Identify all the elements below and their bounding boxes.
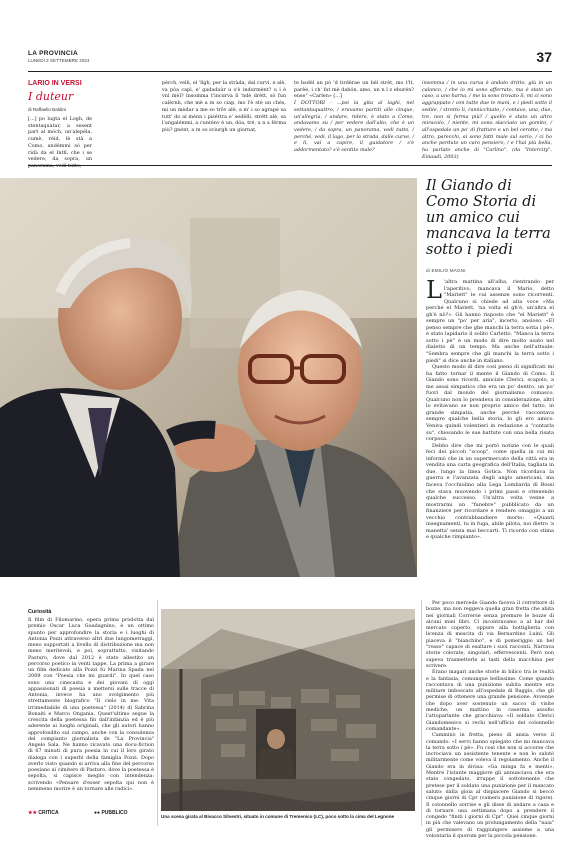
poem-column-3-dialect: te bsdèl un pò 'd tirdèrae un bél strèt, mo t'lt, parèe, i ch' fat mè dabón, amo, un n l z eburén?ense" «Carlen» [...]	[294, 80, 414, 100]
article-paragraph: Questo modo di dire così pieno di significati mi ha fatto tornar il mente il Giando di Como. Il Giando sono ricordi, amicizie Clerici, scapolo, a me assai simpatico che era un po' dentro, un po' fuori dal mondo del giornalismo comasco. Qualcuno non lo prendeva in considerazione, altri lo evitavano se non proprio amico del tutto, in grande simpatia, anche perché raccontava sempre qualche bella storia, lo gli ero amico. Veniva quindi volentieri in redazione a "contarla su", chiosando le sue battute con una bella risata corposa.	[426, 364, 554, 443]
poem-column-3-translation: I DOTTORI · ...poi la gita al laghi, nel settantaquattro, / eravamo partiti alle cinque, un'allegria, / andare, ridere, è stato a Como, andavamo su / per vedere dall'alto, che è un vedere, / da sopra, un panorama, vedi tutto, / perché, vedi, il lago, per la strada, dalle curve, / e lì, vai a capire, il guidatore / s'è addormentato? s'è sentito male?	[294, 100, 414, 154]
photo-caption: Una scena girata al Bivacco Silvestri, situato in comune di Tremenico (LC), poco sotto la cima del Legnone	[161, 814, 395, 819]
article-paragraph: Debbo dire che mi portò notizie con le quali feci dei piccoli "scoop", come quella in cui mi informò che in un supermercato della città era in vendita una carta geografica dell'Italia, tagliata in due, lungo la linea Gotica. Non ricordava la guerra e l'avanzata degli anglo americani, ma faceva l'occhiolino alla Lega Lombarda di Bossi che stava muovendo i primi passi e ottenendo qualche successo. Un'altra volta venne a mostrarmi un "funebre" pubblicato da un finanziere per ricordare e rendere omaggio a un vecchio contrabbandiere morto: «Quanti insegnamenti, tu in fuga, abile pilota, noi dietro 'a manetta' senza mai beccarti. Ti ricordo con stima e qualche rimpianto».	[426, 442, 554, 541]
article-paragraph: Erano magari anche storie in bilico tra le realtà e la fantasia, comunque bellissime. Come quando raccontava di una punizione subita mentre era militare imboscato all'ospedale di Baggio, che gli permise di ottenere una grande pensione. Avvenne che dopo aver sostenuto un sacco di visite mediche, un mattino in caserma assolto l'attoparlante che gracchiava: «Il soldato Clerici Giandomenico si rechi nell'ufficio del colonnello comandante».	[426, 669, 554, 732]
section-tag: LARIO IN VERSI	[28, 80, 82, 87]
poem-column-1: [...] po lugta el Logh, de stentaquàtar, a sesent part al mòch, un'alepèla, cumè, réid, lè stà a Como, andémmi só per ridà da el Intll, che i se vedere, da sopra, un panorama, vedì tutto,	[28, 116, 92, 169]
poem-section	[28, 80, 552, 169]
curiosity-body: Il film di Filomarino, opera prima prodotta dal premio Oscar Luca Guadagnino, è un ottimo spunto per approfondire la storia e i luoghi di Antonia Pozzi attraverso altri due lungometraggi, meno supportati a livello di distribuzione ma non meno meritevoli, e poi, soprattutto, visitando Pasturo, dove dal 2012 è stato allestito un percorso poetico in venti tappe. La prima a girare un film dedicato alla Pozzi fu Marina Spada nel 2009 con "Poesia che mi guardi". In quel caso sono una cinecasta e dei giovani di oggi appassionati di poesia a mettersi sulle tracce di Antonia, invece ha uno svolgimento più strettamente biografico "Il cielo in me. Vita irrimediabile di una poetessa" (2014) di Sabrina Bonaiti e Marco Ongania. Quest'ultimo segue la crescita della poetessa fin dall'infanzia ed è più aderente ai luoghi originali, che gli autori hanno approfondito sul campo, anche con la consulenza del compianto giornalista de "La Provincia" Angelo Sala. Ne hanno ricavato una docu-fiction di 67 minuti di pura poesia in cui il loro girato dialoga con i superbi della famiglia Pozzi. Dopo averlo visto quando si arriva alla fine del percorso poesiano ai cimitero di Pasturo, dove la poetessa è sepolta, si capisce meglio con intendenza: scrivendo «Pensare d'esser sepolta qui non è nemmeno morire è un tornare alle radici».	[28, 617, 154, 792]
public-label: PUBBLICO	[101, 810, 128, 816]
two-men-photo-image	[0, 178, 417, 577]
rating-row	[28, 810, 154, 816]
critic-label: CRITICA	[38, 810, 59, 816]
film-still-photo	[161, 609, 415, 811]
curiosity-box	[28, 609, 154, 823]
poem-column-4: insomma / in una curva è andato dritto, giù in un calanco, / che io mi sono afferrato, ma è stato un caso, a uno harna, / me la sono trovato lì, mi ci sono aggrappato / con tutte due le mani, e i piedi sotto il sedile, / stretto lì, rannicchiato, / contavo, una, due, tre, non si ferma più? / quello è stato un altro miracolo, / niente, mi sono slacciato un gomito, / all'ospedale un po' di fratture e un bel cerotto, / ma altro, parecchi, ai sono fatti male sul serio, / ci ho anche perduto un caro pensiero, / e l'hai più bella, ha parlato anche di "Carlino". (da "Intercity", Einaudi, 2003)	[422, 80, 552, 160]
article-paragraph: Camminò in fretta, pieno di ansia verso il comando. «I servi hanno spiegato che mi mancava la terra sotto i pè». Fu così che non si accorse che incrociava un assistente tenente e non lo salutò militarmente come voleva il regolamento. Anche il Giando era in divisa: «Ga minga fa e menti». Mentre l'istante maggiore gli annunciava che era stato congedato, irruppe il sottotenente che pretese per il soldato una punizione per il mancato saluto: dalla gioia al dispiacere Giando si beccò cinque giorni di Cpr (camera punizione di rigore). Il colonnello sorrise e gli disse di andare a casa e di tornare una settimana dopo a prendere il congedo "finiti i giorni di Cpr". Quei cinque giorni in più che valevano un prolungamento della "naia" gli permisero di raggiungere assieme a una volontaria il quorum per la piccola pensione.	[426, 732, 554, 839]
section-title: I duteur	[28, 90, 74, 103]
poem-column-2: pèrch, velli, el 'llgh, per la stràda, dal curvi, e alè, va pòa capì, e' gadadaùr u s'è indurmènt? u i è vnì mèl? insomma t'incurva lì 'ndè drètt, sò fun calèrnh, che mè a m so ciap, mo l'è stè un chès, mi un mèdar a me so trōv alè, a m' i so agrapè sa tutt' do al mènn i piséttra e' sedèlli, strétt alè, sa l'angalémmi, a cunténv è un, dóa, tré, u n a férma più? gnént, a m so sciurgh un giornat,	[162, 80, 287, 133]
page-number: 37	[536, 49, 552, 65]
drop-cap: L	[426, 276, 442, 304]
article-paragraph-text: 'altra mattina all'alba, rientrando per l'aperitivo, mancava il Mario, detto "Mariett" le cui assenze sono ricorrenti. Qualcuno si chiede ad alta voce «Ma perché el Mariett, 'na volta el gh'è, un'altra el gh'è nò?». Gli hanno risposto che "el Mariett" è sempre un "po' per aria", incerto, ansioso. «El penso sempre che ghe manchi la terra sotta i pè», è stato lapidario il solito Carletto. "Manca la terra sotto i pè" è un modo di dire molto usato nel dialetto di un tempo. Ma anche nell'attuale: "Sembra sempre che gli manchi la terra sotto i piedi" si dice anche in italiano.	[426, 279, 554, 364]
poem-column-3	[294, 80, 414, 164]
article-continuation	[426, 600, 554, 842]
public-dots: ●●	[94, 810, 101, 816]
article-body	[426, 276, 554, 541]
section-byline: di Raffaello Baldini	[28, 107, 66, 112]
article-paragraph: Per poco mercede Giando faceva il correttore di bozze, ma non reggeva quella gran fretta che abita nei giornali Correrse senza premure le bozze di alcuni miei libri. Ci incontravamo a al bar del mercato coperto, oppure alla bottiglieria con licenza di mescita di via Bernardino Luini. Gli piaceva il "bianchino", e di pomeriggio un bel "rosso" capace di esaltare i suoi racconti. Narrava storie colorate, singolari, effervescenti. Però non sapeva trasmetterle ai tasti della macchina per scrivere.	[426, 600, 554, 669]
column-divider	[157, 600, 158, 826]
page-header	[28, 46, 552, 72]
article-paragraph	[426, 276, 554, 364]
public-rating	[94, 810, 128, 816]
dateline: LUNEDÌ 2 SETTEMBRE 2024	[28, 58, 90, 63]
critic-stars: ★★	[28, 810, 37, 816]
mountain-hut-image	[161, 609, 415, 811]
main-photo	[0, 178, 417, 577]
masthead: LA PROVINCIA	[28, 50, 78, 57]
column-divider	[421, 600, 422, 826]
article-column	[426, 178, 554, 541]
article-byline: di EMILIO MAGNI	[426, 268, 466, 273]
article-headline: Il Giando di Como Storia di un amico cui mancava la terra sotto i piedi	[426, 178, 551, 258]
curiosity-title: Curiosità	[28, 609, 52, 615]
